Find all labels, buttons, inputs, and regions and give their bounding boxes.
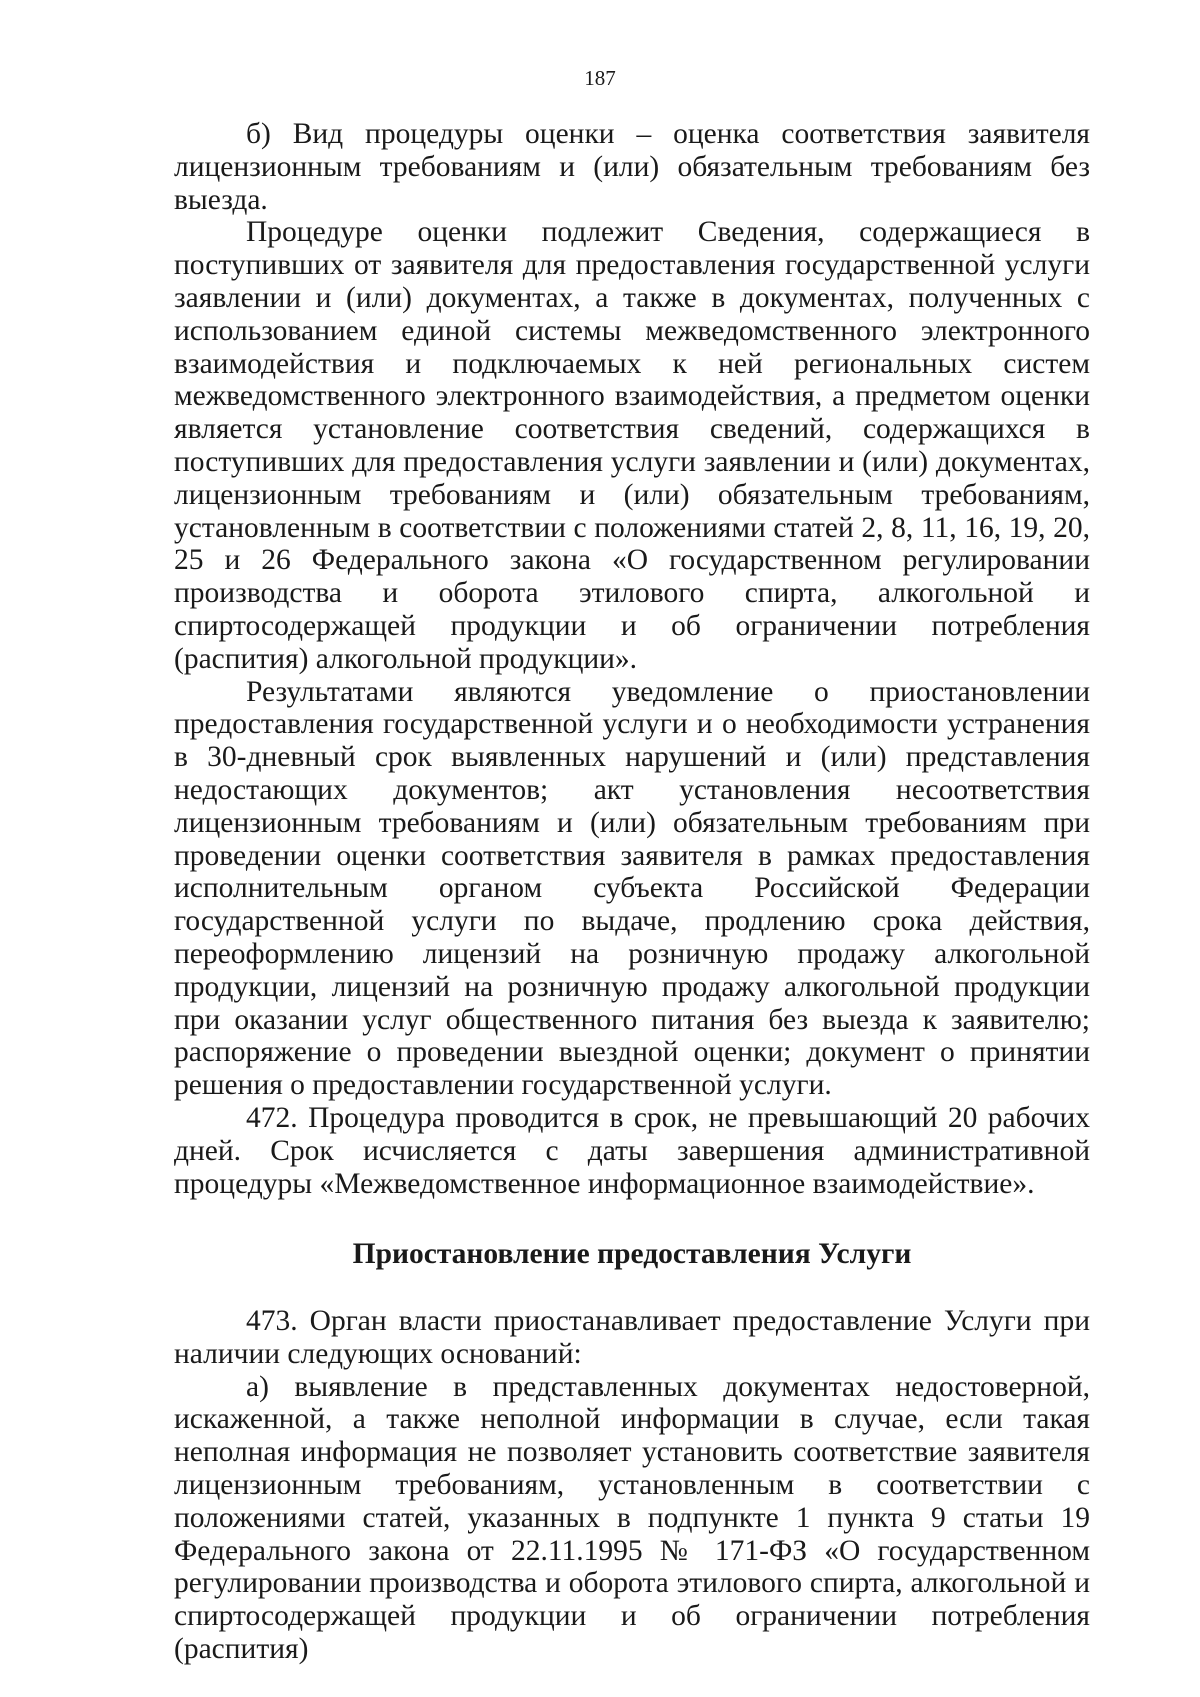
paragraph-472: 472. Процедура проводится в срок, не превышающий 20 рабочих дней. Срок исчисляется с даты завершения административной процедуры «Межведомственное информационное взаимодействие». — [174, 1101, 1090, 1200]
document-body — [174, 118, 1090, 1666]
paragraph-473: 473. Орган власти приостанавливает предоставление Услуги при наличии следующих оснований: — [174, 1305, 1090, 1370]
paragraph-procedure-type: б) Вид процедуры оценки – оценка соответствия заявителя лицензионным требованиям и (или) обязательным требованиям без выезда. — [174, 118, 1090, 216]
section-heading: Приостановление предоставления Услуги — [352, 1238, 912, 1271]
paragraph-assessment-subject: Процедуре оценки подлежит Сведения, содержащиеся в поступивших от заявителя для предоставления государственной услуги заявлении и (или) документах, а также в документах, полученных с использованием единой системы межведомственного электронного взаимодействия и подключаемых к ней региональных систем межведомственного электронного взаимодействия, а предметом оценки является установление соответствия сведений, содержащихся в поступивших для предоставления услуги заявлении и (или) документах, лицензионным требованиям и (или) обязательным требованиям, установленным в соответствии с положениями статей 2, 8, 11, 16, 19, 20, 25 и 26 Федерального закона «О государственном регулировании производства и оборота этилового спирта, алкогольной и спиртосодержащей продукции и об ограничении потребления (распития) алкогольной продукции». — [174, 216, 1090, 675]
paragraph-473-a: а) выявление в представленных документах недостоверной, искаженной, а также неполной информации в случае, если такая неполная информация не позволяет установить соответствие заявителя лицензионным требованиям, установленным в соответствии с положениями статей, указанных в подпункте 1 пункта 9 статьи 19 Федерального закона от 22.11.1995 № 171-ФЗ «О государственном регулировании производства и оборота этилового спирта, алкогольной и спиртосодержащей продукции и об ограничении потребления (распития) — [174, 1370, 1090, 1666]
page-number: 187 — [584, 66, 616, 90]
paragraph-results: Результатами являются уведомление о приостановлении предоставления государственной услуги и о необходимости устранения в 30-дневный срок выявленных нарушений и (или) представления недостающих документов; акт установления несоответствия лицензионным требованиям и (или) обязательным требованиям при проведении оценки соответствия заявителя в рамках предоставления исполнительным органом субъекта Российской Федерации государственной услуги по выдаче, продлению срока действия, переоформлению лицензий на розничную продажу алкогольной продукции, лицензий на розничную продажу алкогольной продукции при оказании услуг общественного питания без выезда к заявителю; распоряжение о проведении выездной оценки; документ о принятии решения о предоставлении государственной услуги. — [174, 675, 1090, 1102]
